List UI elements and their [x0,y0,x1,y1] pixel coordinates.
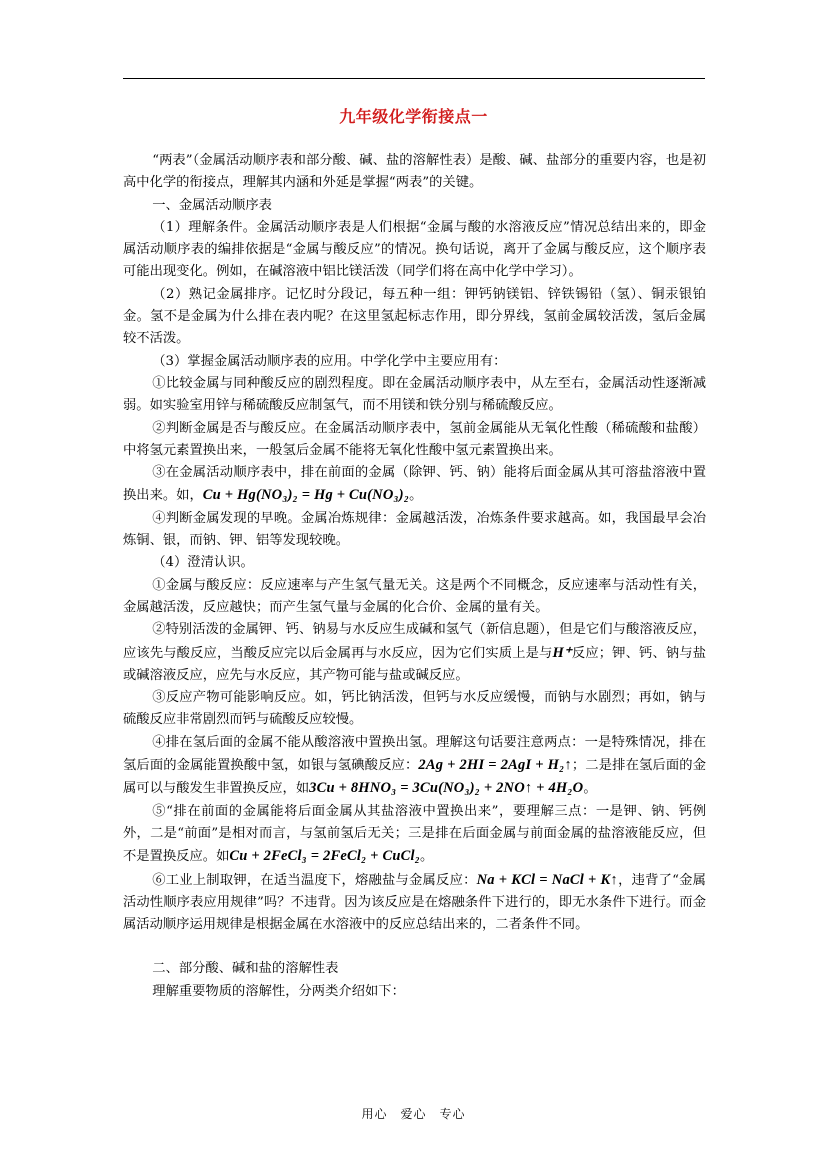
section-heading-metal-activity: 一、金属活动顺序表 [152,197,272,213]
text: ④排在氢后面的金属不能从酸溶液中置换出氢。理解这句话要注意两点：一是特殊情况，排在氢后面的金属能置换酸中氢，如银与氢碘酸反应： [123,734,706,774]
paragraph-clarify-6 [123,869,706,937]
text: ③在金属活动顺序表中，排在前面的金属（除钾、钙、钠）能将后面金属从其可溶盐溶液中置换出来。如， [123,465,706,504]
paragraph-clarify-3: ③反应产物可能影响反应。如，钙比钠活泼，但钙与水反应缓慢，而钠与水剧烈；再如，钠与硫酸反应非常剧烈而钙与硫酸反应较慢。 [123,690,706,728]
paragraph-applications: （3）掌握金属活动顺序表的应用。中学化学中主要应用有： [152,353,507,369]
paragraph-clarify-5 [123,801,706,869]
paragraph-clarify-4 [123,732,706,801]
intro-paragraph: “两表”（金属活动顺序表和部分酸、碱、盐的溶解性表）是酸、碱、盐部分的重要内容，也是初高中化学的衔接点，理解其内涵和外延是掌握“两表”的关键。 [123,153,706,191]
paragraph-understand-conditions: （1）理解条件。金属活动顺序表是人们根据“金属与酸的水溶液反应”情况总结出来的，即金属活动顺序表的编排依据是“金属与酸反应”的情况。换句话说，离开了金属与酸反应，这个顺序表可能出现变化。例如，在碱溶液中铝比镁活泼（同学们将在高中化学中学习）。 [123,219,706,280]
text: ，违背了“金属活动性顺序表应用规律”吗？不违背。因为该反应是在熔融条件下进行的，即无水条件下进行。而金属活动顺序运用规律是根据金属在水溶液中的反应总结出来的，二者条件不同。 [123,872,706,933]
paragraph-application-1: ①比较金属与同种酸反应的剧烈程度。即在金属活动顺序表中，从左至右，金属活动性逐渐减弱。如实验室用锌与稀硫酸反应制氢气，而不用镁和铁分别与稀硫酸反应。 [123,375,706,414]
paragraph-solubility-intro: 理解重要物质的溶解性，分两类介绍如下： [152,983,405,999]
paragraph-application-3 [123,462,706,508]
formula-h-plus: H⁺ [552,644,572,661]
text: 。 [583,781,597,797]
text: ⑤“排在前面的金属能将后面金属从其盐溶液中置换出来”，要理解三点：一是钾、钠、钙例外，二是“前面”是相对而言，与氢前氢后无关；三是排在后面金属与前面金属的盐溶液能反应，但不是置换反应。如 [123,803,706,865]
text: ；二是排在氢后面的金属可以与酸发生非置换反应，如 [123,758,707,797]
spacer [123,936,706,958]
text: 。 [409,488,423,504]
equation-cu-hno3: 3Cu + 8HNO₃ = 3Cu(NO₃)₂ + 2NO↑ + 4H₂O [309,780,584,797]
equation-ag-hi: 2Ag + 2HI = 2AgI + H₂↑ [418,757,572,774]
paragraph-memorize-order: （2）熟记金属排序。记忆时分段记，每五种一组：钾钙钠镁铝、锌铁锡铅（氢）、铜汞银铂金。氢不是金属为什么排在表内呢？在这里氢起标志作用，即分界线，氢前金属较活泼，氢后金属较不活泼。 [123,286,706,347]
text: ⑥工业上制取钾，在适当温度下，熔融盐与金属反应： [152,872,477,888]
equation-cu-hg-nitrate: Cu + Hg(NO₃)₂ = Hg + Cu(NO₃)₂ [202,487,410,504]
paragraph-application-2: ②判断金属是否与酸反应。在金属活动顺序表中，氢前金属能从无氧化性酸（稀硫酸和盐酸）中将氢元素置换出来，一般氢后金属不能将无氧化性酸中氢元素置换出来。 [123,420,706,458]
document-title: 九年级化学衔接点一 [339,107,488,126]
paragraph-clarify-1: ①金属与酸反应：反应速率与产生氢气量无关。这是两个不同概念，反应速率与活动性有关，金属越活泼，反应越快；而产生氢气量与金属的化合价、金属的量有关。 [123,577,706,615]
paragraph-clarify: （4）澄清认识。 [152,555,254,571]
document-body [123,150,706,1003]
header-rule [123,78,705,79]
paragraph-clarify-2 [123,619,706,687]
text: ②特别活泼的金属钾、钙、钠易与水反应生成碱和氢气（新信息题），但是它们与酸溶液反应，应该先与酸反应，当酸反应完以后金属再与水反应，因为它们实质上是与 [123,622,706,661]
equation-na-kcl: Na + KCl = NaCl + K↑ [476,871,618,888]
page-footer: 用心 爱心 专心 [361,1107,466,1121]
equation-cu-fecl3: Cu + 2FeCl₃ = 2FeCl₂ + CuCl₂ [229,848,420,865]
paragraph-application-4: ④判断金属发现的早晚。金属冶炼规律：金属越活泼，冶炼条件要求越高。如，我国最早会冶炼铜、银，而钠、钾、铝等发现较晚。 [123,510,706,549]
text: 反应；钾、钙、钠与盐或碱溶液反应，应先与水反应，其产物可能与盐或碱反应。 [123,645,707,683]
section-heading-solubility: 二、部分酸、碱和盐的溶解性表 [152,961,339,977]
text: 。 [419,849,434,865]
